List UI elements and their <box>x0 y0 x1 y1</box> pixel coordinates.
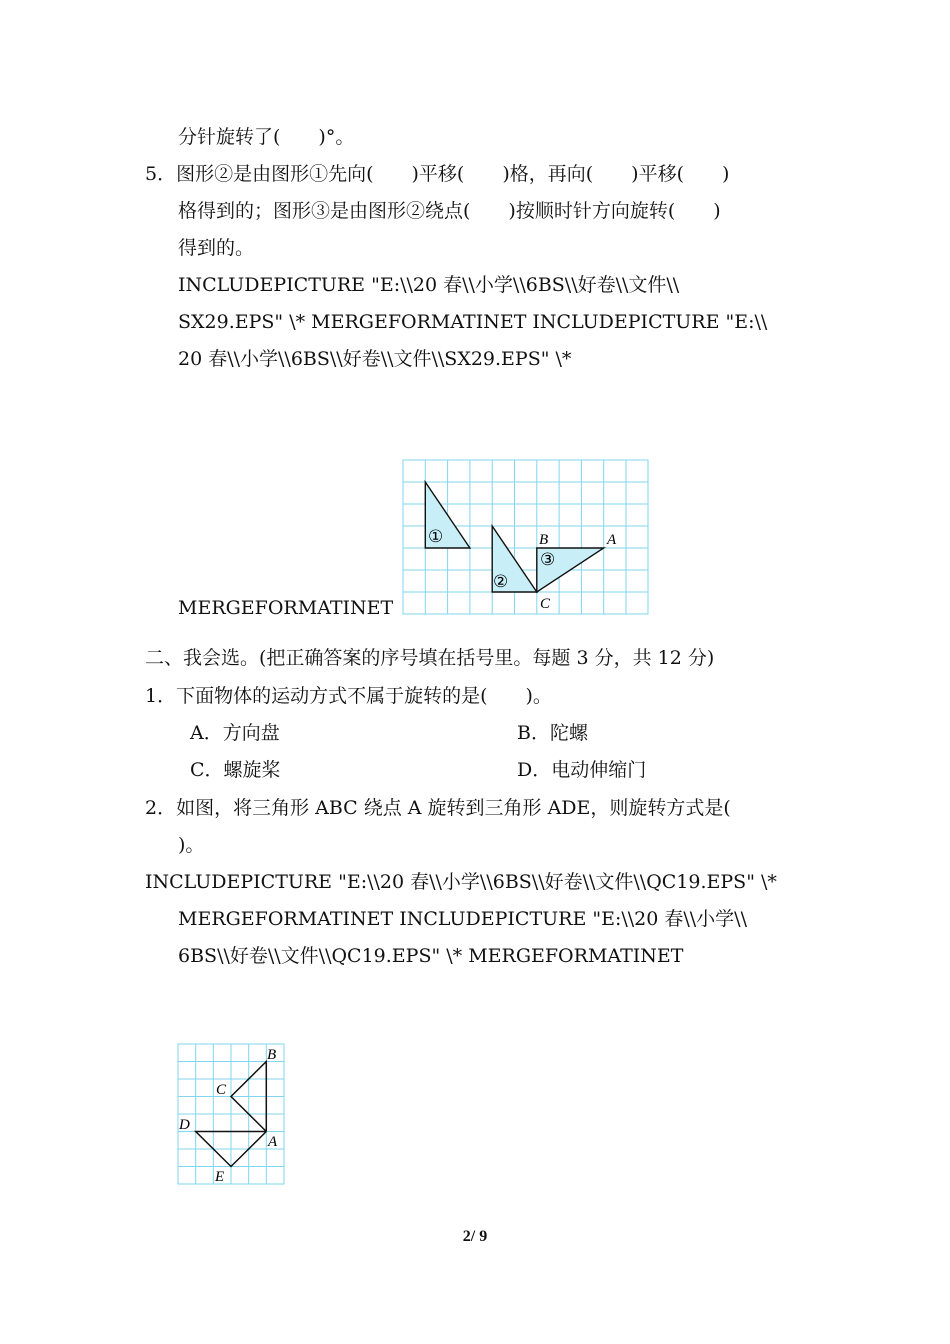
question-5-line-2: 格得到的；图形③是由图形②绕点( )按顺时针方向旋转( ) <box>178 200 721 222</box>
label-circle-1: ① <box>428 527 444 546</box>
option-d: D．电动伸缩门 <box>517 759 647 781</box>
option-b: B．陀螺 <box>517 722 588 744</box>
question-5-line-3: 得到的。 <box>178 237 255 259</box>
option-a: A．方向盘 <box>190 722 280 744</box>
page-number: 2/ 9 <box>462 1228 488 1245</box>
question-1: 1．下面物体的运动方式不属于旋转的是( )。 <box>145 685 552 707</box>
label-point-a: A <box>607 532 617 548</box>
section-2-heading: 二、我会选。(把正确答案的序号填在括号里。每题 3 分，共 12 分) <box>145 647 715 669</box>
label-a: A <box>268 1134 278 1150</box>
label-b: B <box>267 1047 277 1063</box>
field-code-line-6: MERGEFORMATINET INCLUDEPICTURE "E:\\20 春\\小学\\ <box>178 908 747 930</box>
figure-2-svg <box>176 1042 286 1187</box>
field-code-line-7: 6BS\\好卷\\文件\\QC19.EPS" \* MERGEFORMATINET <box>178 945 684 967</box>
label-circle-3: ③ <box>540 550 556 569</box>
question-5-line-1: 5．图形②是由图形①先向( )平移( )格，再向( )平移( ) <box>145 163 730 185</box>
question-2-line-1: 2．如图，将三角形 ABC 绕点 A 旋转到三角形 ADE，则旋转方式是( <box>145 797 731 819</box>
label-d: D <box>179 1117 190 1133</box>
option-c: C．螺旋桨 <box>190 759 281 781</box>
label-circle-2: ② <box>493 572 509 591</box>
grid-lines-2 <box>178 1044 284 1184</box>
label-c: C <box>216 1082 227 1098</box>
field-code-line-1: INCLUDEPICTURE "E:\\20 春\\小学\\6BS\\好卷\\文件\\ <box>178 274 680 296</box>
field-code-line-2: SX29.EPS" \* MERGEFORMATINET INCLUDEPICTURE "E:\\ <box>178 311 768 333</box>
field-code-line-4: MERGEFORMATINET <box>178 597 394 619</box>
label-e: E <box>215 1169 225 1185</box>
label-point-b: B <box>539 532 549 548</box>
figure-1-svg <box>402 459 650 616</box>
field-code-line-3: 20 春\\小学\\6BS\\好卷\\文件\\SX29.EPS" \* <box>178 348 572 370</box>
question-2-line-2: )。 <box>178 834 205 856</box>
figure-grid-abc <box>176 1042 286 1191</box>
field-code-line-5: INCLUDEPICTURE "E:\\20 春\\小学\\6BS\\好卷\\文件\\QC19.EPS" \* <box>145 871 777 893</box>
text-line-1: 分针旋转了( )°。 <box>178 126 355 148</box>
label-point-c: C <box>540 596 551 612</box>
figure-grid-rotation <box>402 459 650 620</box>
